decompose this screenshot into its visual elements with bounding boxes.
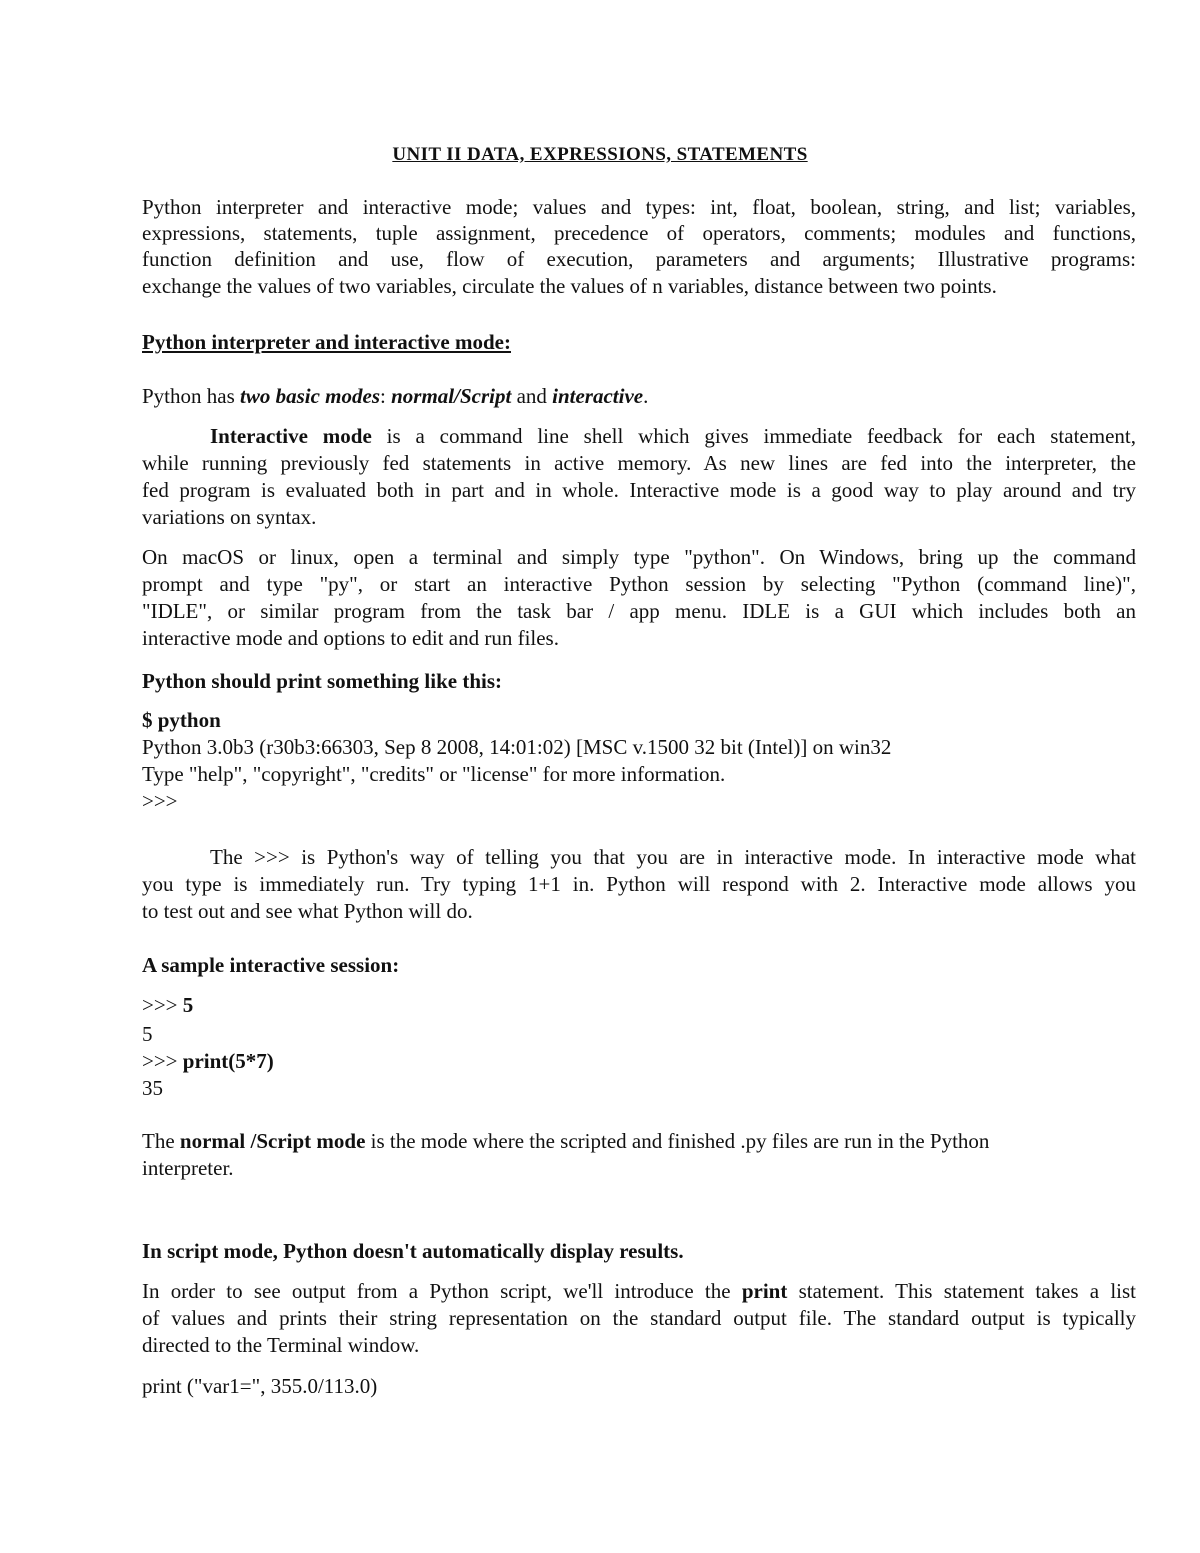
page-title: UNIT II DATA, EXPRESSIONS, STATEMENTS (392, 144, 808, 165)
interactive-mode-paragraph-line: while running previously fed statements in active memory. As new lines are fed into the interpreter, the (142, 451, 1136, 475)
modes-line: Python has two basic modes: normal/Script and interactive. (142, 384, 649, 408)
print-keyword: print (741, 1279, 788, 1303)
console-version-line: Python 3.0b3 (r30b3:66303, Sep 8 2008, 14:01:02) [MSC v.1500 32 bit (Intel)] on win32 (142, 735, 892, 759)
syllabus-line: expressions, statements, tuple assignment, precedence of operators, comments; modules and functions, (142, 221, 1136, 245)
console-command: $ python (142, 708, 221, 732)
interactive-mode-paragraph-line: variations on syntax. (142, 505, 317, 529)
print-paragraph-line: directed to the Terminal window. (142, 1333, 420, 1357)
script-mode-paragraph-line: interpreter. (142, 1156, 234, 1180)
os-paragraph-line: prompt and type "py", or start an interactive Python session by selecting "Python (command line)", (142, 572, 1136, 596)
syllabus-line: Python interpreter and interactive mode; values and types: int, float, boolean, string, and list; variables, (142, 195, 1136, 219)
normal-script-text: normal/Script (391, 384, 512, 408)
section-heading-interpreter: Python interpreter and interactive mode: (142, 330, 511, 354)
os-paragraph-line: "IDLE", or similar program from the task bar / app menu. IDLE is a GUI which includes both an (142, 599, 1136, 623)
session-input: print(5*7) (182, 1049, 274, 1073)
syllabus-line: function definition and use, flow of execution, parameters and arguments; Illustrative programs: (142, 247, 1136, 271)
interactive-mode-term: Interactive mode (210, 424, 372, 448)
session-output-line: 35 (142, 1076, 163, 1100)
interactive-text: interactive (552, 384, 644, 408)
prompt-paragraph-line: you type is immediately run. Try typing 1+1 in. Python will respond with 2. Interactive mode allows you (142, 872, 1136, 896)
prompt-paragraph-line: The >>> is Python's way of telling you that you are in interactive mode. In interactive mode what (210, 845, 1136, 869)
code-example: print ("var1=", 355.0/113.0) (142, 1374, 378, 1398)
prompt-paragraph-line: to test out and see what Python will do. (142, 899, 473, 923)
session-output-line: 5 (142, 1022, 153, 1046)
print-heading: Python should print something like this: (142, 669, 502, 693)
script-mode-term: normal /Script mode (179, 1129, 366, 1153)
session-input: 5 (182, 993, 194, 1017)
sample-session-heading: A sample interactive session: (142, 953, 400, 977)
print-paragraph-line: of values and prints their string representation on the standard output file. The standard output is typically (142, 1306, 1136, 1330)
script-mode-paragraph-line: The normal /Script mode is the mode where the scripted and finished .py files are run in the Python (142, 1129, 990, 1153)
os-paragraph-line: On macOS or linux, open a terminal and simply type "python". On Windows, bring up the command (142, 545, 1136, 569)
console-help-line: Type "help", "copyright", "credits" or "license" for more information. (142, 762, 726, 786)
interactive-mode-paragraph-line: fed program is evaluated both in part and in whole. Interactive mode is a good way to play around and try (142, 478, 1136, 502)
syllabus-line: exchange the values of two variables, circulate the values of n variables, distance between two points. (142, 274, 997, 298)
two-basic-modes-text: two basic modes (240, 384, 381, 408)
console-prompt: >>> (142, 789, 178, 813)
session-input-line: >>> 5 (142, 993, 194, 1017)
print-paragraph-line: In order to see output from a Python script, we'll introduce the print statement. This statement takes a list (142, 1279, 1137, 1303)
script-mode-heading: In script mode, Python doesn't automatically display results. (142, 1239, 684, 1263)
interactive-mode-paragraph-line: Interactive mode is a command line shell which gives immediate feedback for each statement, (210, 424, 1136, 448)
session-input-line: >>> print(5*7) (142, 1049, 274, 1073)
os-paragraph-line: interactive mode and options to edit and run files. (142, 626, 559, 650)
